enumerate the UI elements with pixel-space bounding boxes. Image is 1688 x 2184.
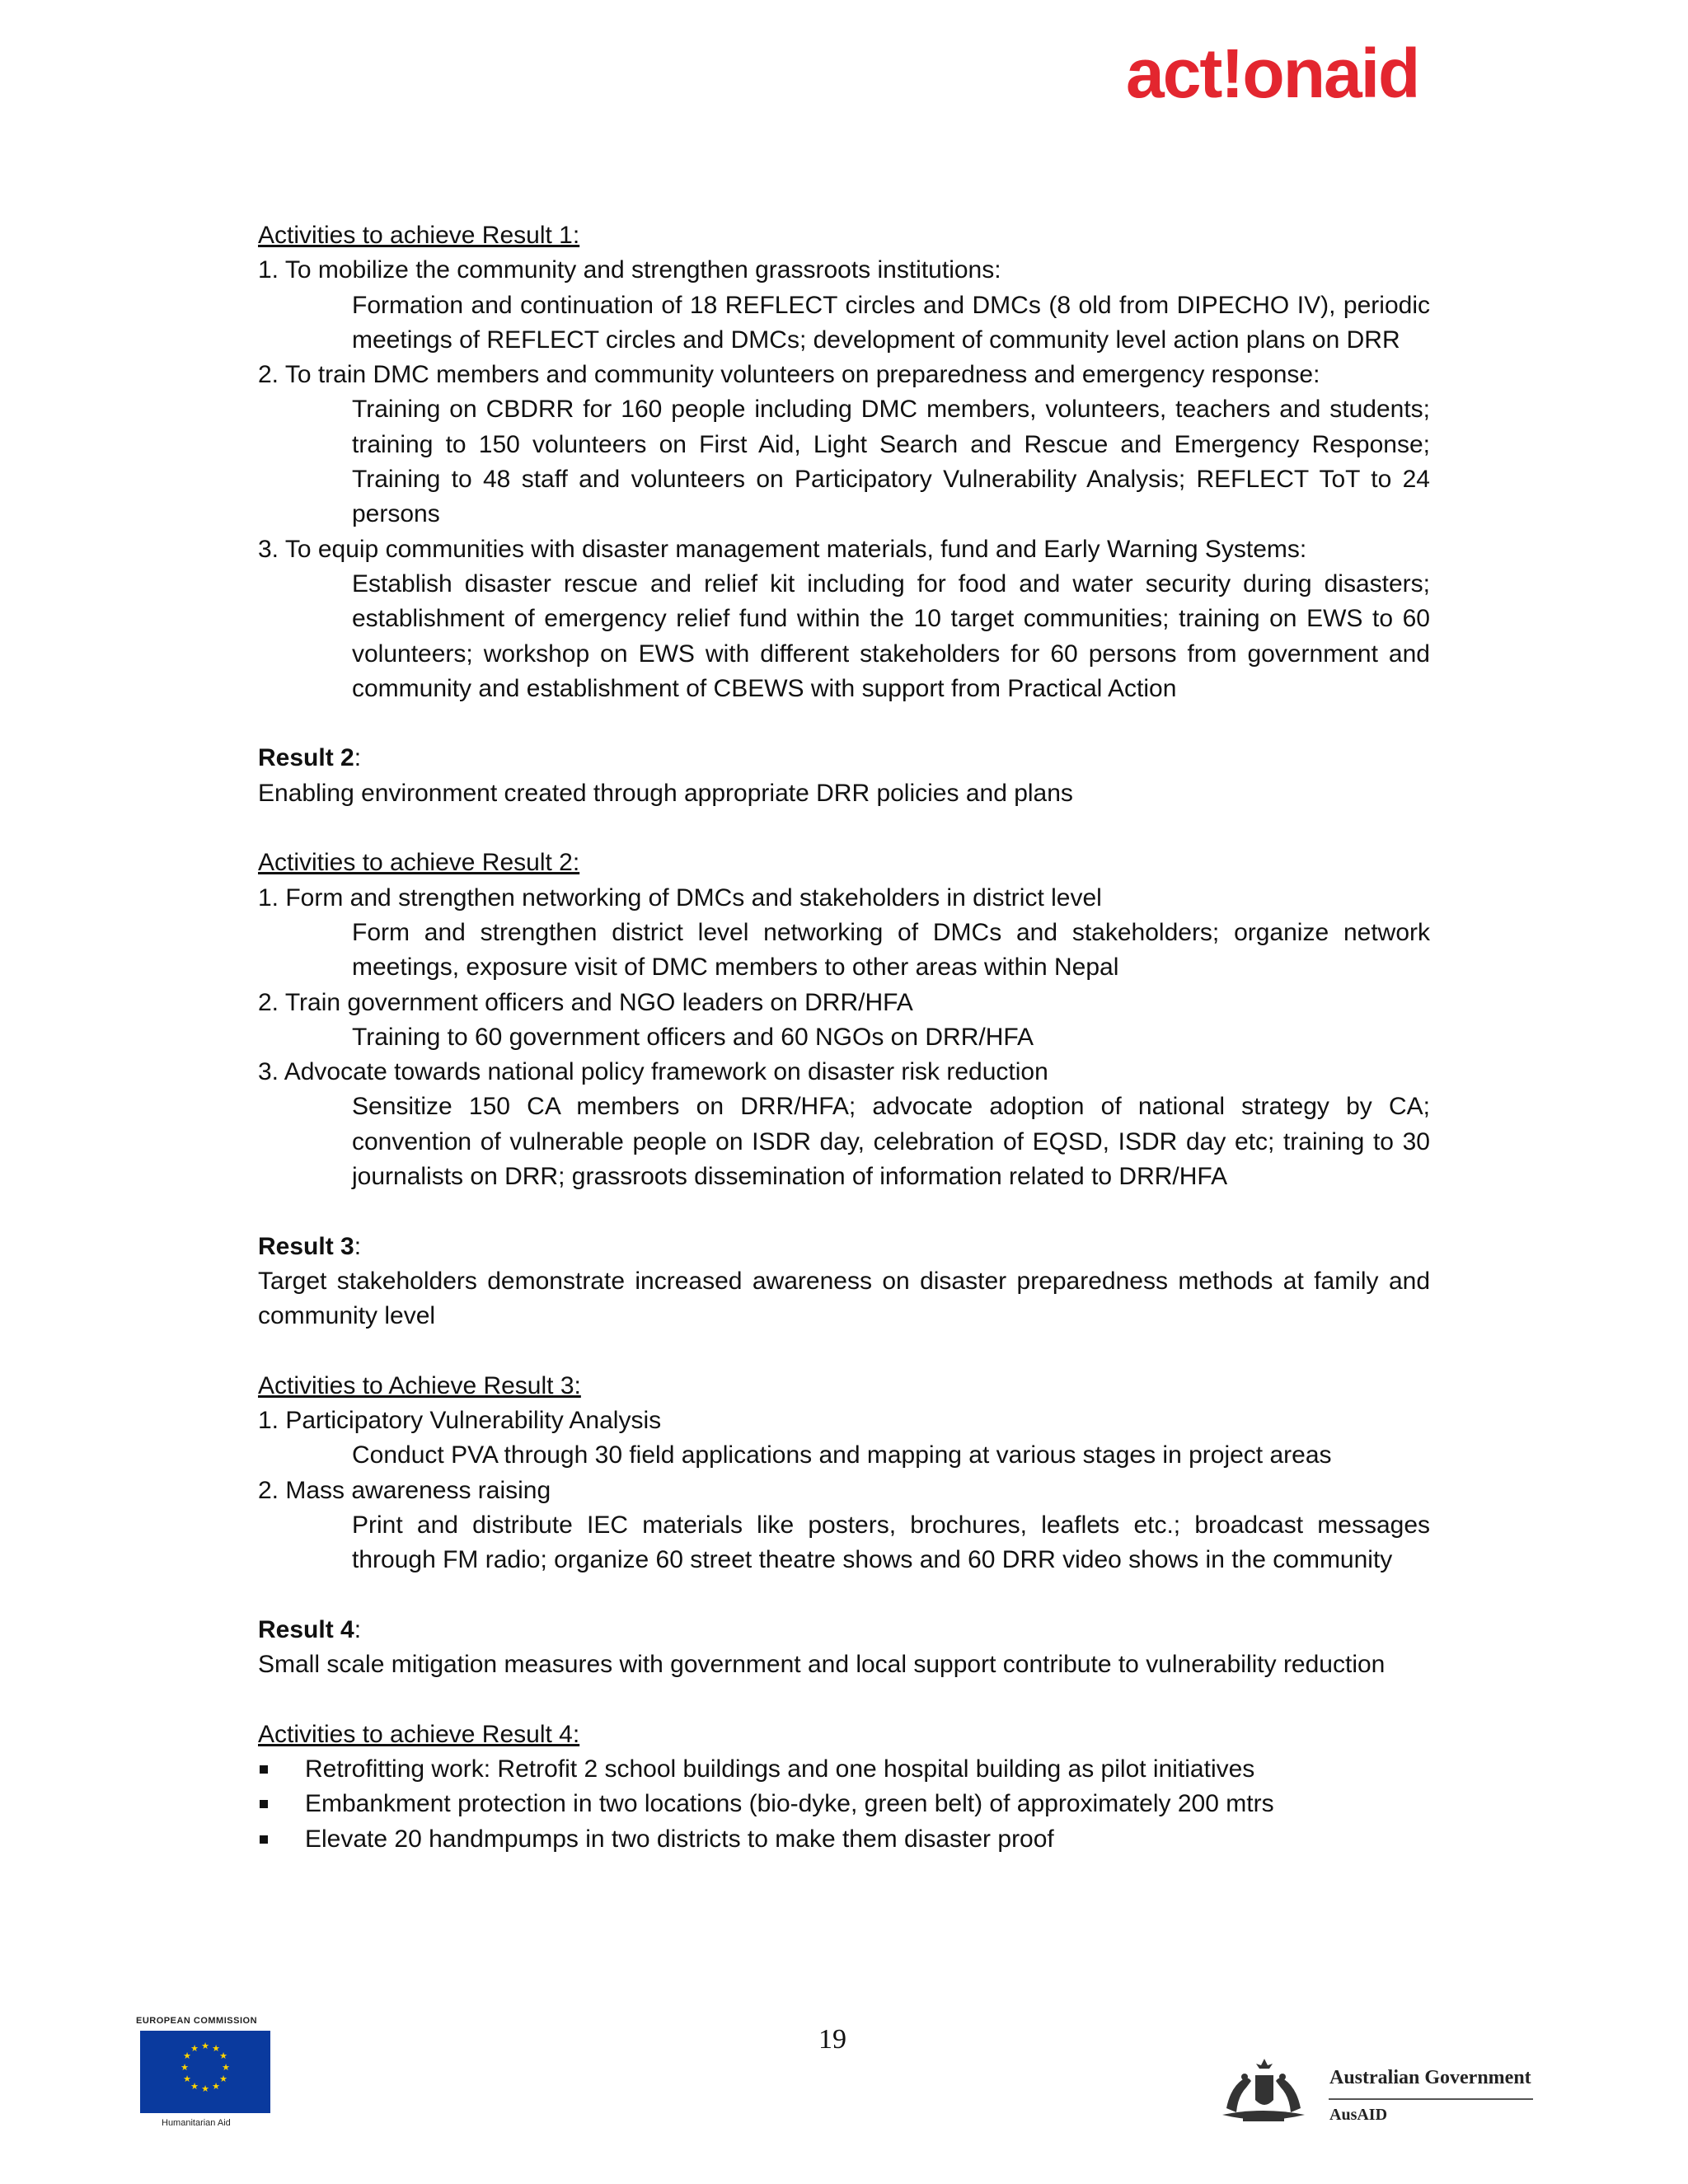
spacer: [258, 811, 1430, 846]
result-3-activity-2: 2. Mass awareness raising: [258, 1476, 551, 1504]
humanitarian-aid-caption: Humanitarian Aid: [162, 2118, 231, 2128]
result-3-activity-2-description: Print and distribute IEC materials like posters, brochures, leaflets etc.; broadcast messages through FM radio; organize 60 street theatre shows and 60 DRR video shows in the community: [352, 1511, 1430, 1574]
result-1-activity-3-description: Establish disaster rescue and relief kit including for food and water security during disasters; establishment of emergency relief fund within the 10 target communities; training on EWS to 60 volunteers; workshop on EWS with different stakeholders for 60 persons from government and community and establishment of CBEWS with support from Practical Action: [352, 569, 1430, 702]
activities-heading-result-4: Activities to achieve Result 4:: [258, 1720, 580, 1748]
result-2-activity-2: 2. Train government officers and NGO leaders on DRR/HFA: [258, 988, 913, 1016]
list-item-text: Elevate 20 handmpumps in two districts to make them disaster proof: [305, 1825, 1054, 1853]
result-2-label: Result 2: [258, 744, 354, 772]
svg-text:★: ★: [201, 2041, 209, 2051]
svg-text:★: ★: [219, 2050, 227, 2061]
result-4-activity-list: [258, 1752, 1430, 1857]
result-2-colon: :: [354, 744, 362, 772]
result-4-heading: [258, 1613, 1430, 1647]
divider: [1329, 2098, 1533, 2100]
square-bullet-icon: [260, 1765, 268, 1774]
svg-text:★: ★: [183, 2050, 191, 2061]
svg-text:★: ★: [219, 2074, 227, 2084]
actionaid-logo: [1126, 43, 1554, 107]
spacer: [258, 1578, 1430, 1613]
svg-text:★: ★: [212, 2043, 220, 2054]
square-bullet-icon: [260, 1835, 268, 1844]
result-3-statement: Target stakeholders demonstrate increased awareness on disaster preparedness methods at family and community level: [258, 1267, 1430, 1330]
svg-text:★: ★: [212, 2081, 220, 2092]
result-4-statement: Small scale mitigation measures with government and local support contribute to vulnerability reduction: [258, 1651, 1386, 1679]
ausaid-label: AusAID: [1329, 2106, 1388, 2124]
svg-text:★: ★: [201, 2083, 209, 2094]
result-1-activity-3: 3. To equip communities with disaster management materials, fund and Early Warning Systems:: [258, 535, 1307, 563]
result-3-activity-1-description: Conduct PVA through 30 field applications and mapping at various stages in project areas: [352, 1441, 1332, 1469]
activities-heading-result-3: Activities to Achieve Result 3:: [258, 1371, 581, 1399]
australian-government-label: Australian Government: [1329, 2067, 1531, 2088]
result-4-label: Result 4: [258, 1615, 354, 1643]
svg-text:★: ★: [190, 2043, 199, 2054]
list-item: [258, 1787, 1430, 1821]
list-item-text: Retrofitting work: Retrofit 2 school buildings and one hospital building as pilot initiatives: [305, 1755, 1255, 1783]
result-2-activity-1-description: Form and strengthen district level networking of DMCs and stakeholders; organize network meetings, exposure visit of DMC members to other areas within Nepal: [352, 918, 1430, 982]
page-number: 19: [818, 2024, 846, 2055]
australian-coat-of-arms-icon: [1210, 2050, 1317, 2133]
result-1-activity-1: 1. To mobilize the community and strengthen grassroots institutions:: [258, 256, 1001, 284]
result-1-activity-2: 2. To train DMC members and community volunteers on preparedness and emergency response:: [258, 361, 1320, 389]
result-1-activity-2-description: Training on CBDRR for 160 people including DMC members, volunteers, teachers and students; training to 150 volunteers on First Aid, Light Search and Rescue and Emergency Response; Training to 48 staff and volunteers on Participatory Vulnerability Analysis; REFLECT ToT to 24 persons: [352, 396, 1430, 528]
result-2-activity-1: 1. Form and strengthen networking of DMCs and stakeholders in district level: [258, 883, 1102, 912]
square-bullet-icon: [260, 1800, 268, 1808]
result-3-activity-1: 1. Participatory Vulnerability Analysis: [258, 1407, 662, 1435]
document-body: [258, 218, 1430, 1857]
result-2-activity-3-description: Sensitize 150 CA members on DRR/HFA; advocate adoption of national strategy by CA; convention of vulnerable people on ISDR day, celebration of EQSD, ISDR day etc; training to 30 journalists on DRR; grassroots dissemination of information related to DRR/HFA: [352, 1093, 1430, 1191]
result-2-heading: [258, 741, 1430, 776]
activities-heading-result-2: Activities to achieve Result 2:: [258, 849, 580, 877]
svg-text:act!onaid: act!onaid: [1126, 43, 1419, 107]
result-4-colon: :: [354, 1615, 362, 1643]
result-2-activity-2-description: Training to 60 government officers and 60 NGOs on DRR/HFA: [352, 1023, 1034, 1051]
activities-heading-result-1: Activities to achieve Result 1:: [258, 222, 580, 249]
list-item-text: Embankment protection in two locations (bio-dyke, green belt) of approximately 200 mtrs: [305, 1790, 1274, 1818]
eu-flag-icon: [140, 2031, 270, 2113]
result-1-activity-1-description: Formation and continuation of 18 REFLECT circles and DMCs (8 old from DIPECHO IV), periodic meetings of REFLECT circles and DMCs; development of community level action plans on DRR: [352, 291, 1430, 354]
result-2-statement: Enabling environment created through appropriate DRR policies and plans: [258, 779, 1073, 807]
result-3-label: Result 3: [258, 1232, 354, 1260]
svg-text:★: ★: [181, 2062, 189, 2073]
spacer: [258, 1194, 1430, 1229]
spacer: [258, 1682, 1430, 1717]
european-commission-caption: EUROPEAN COMMISSION: [136, 2016, 258, 2026]
svg-text:★: ★: [222, 2062, 230, 2073]
list-item: [258, 1752, 1430, 1787]
spacer: [258, 706, 1430, 741]
result-3-heading: [258, 1230, 1430, 1264]
spacer: [258, 1334, 1430, 1369]
svg-text:★: ★: [190, 2081, 199, 2092]
list-item: [258, 1822, 1430, 1857]
svg-text:★: ★: [183, 2074, 191, 2084]
result-2-activity-3: 3. Advocate towards national policy framework on disaster risk reduction: [258, 1058, 1048, 1086]
result-3-colon: :: [354, 1232, 362, 1260]
